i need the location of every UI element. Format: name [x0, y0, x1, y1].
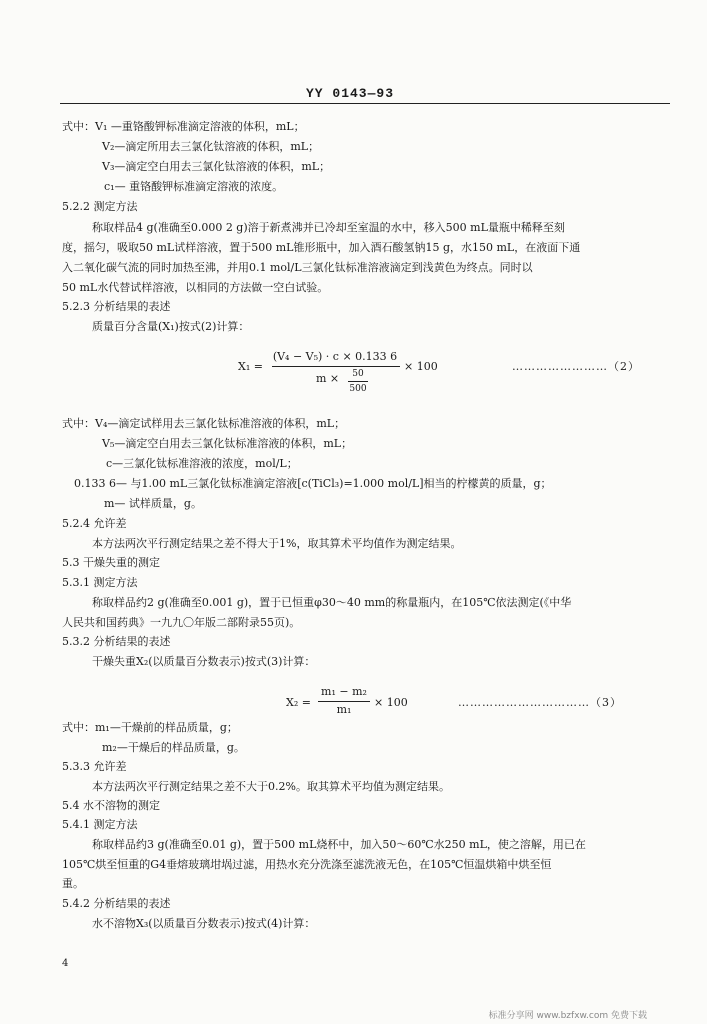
eq2-denominator-prefix: m ×: [316, 372, 340, 385]
section-5-3-3: 5.3.3 允许差: [62, 760, 127, 773]
section-5-4-2: 5.4.2 分析结果的表述: [62, 897, 171, 910]
watermark-footer: 标准分享网 www.bzfxw.com 免费下载: [488, 1011, 647, 1021]
eq3-fraction-bar: [318, 701, 370, 702]
legend-v3: V₃—滴定空白用去三氯化钛溶液的体积，mL；: [102, 160, 331, 173]
paragraph-allowance-1: 本方法两次平行测定结果之差不得大于1%，取其算术平均值作为测定结果。: [92, 537, 462, 550]
eq2-numerator: (V₄ − V₅) · c × 0.133 6: [272, 350, 398, 363]
section-5-4: 5.4 水不溶物的测定: [62, 799, 160, 812]
paragraph-insoluble-1: 称取样品约3 g(准确至0.01 g)，置于500 mL烧杯中，加入50～60℃水250 mL，使之溶解，用已在: [92, 838, 586, 851]
paragraph-insoluble-2: 105℃烘至恒重的G4垂熔玻璃坩埚过滤，用热水充分洗涤至滤洗液无色，在105℃恒温烘箱中烘至恒: [62, 858, 552, 871]
paragraph-allowance-2: 本方法两次平行测定结果之差不大于0.2%。取其算术平均值为测定结果。: [92, 780, 450, 793]
eq2-lhs: X₁ =: [238, 360, 263, 373]
section-5-2-2: 5.2.2 测定方法: [62, 200, 138, 213]
paragraph-formula-3-intro: 干燥失重X₂(以质量百分数表示)按式(3)计算：: [92, 655, 316, 668]
legend-c: c—三氯化钛标准溶液的浓度，mol/L；: [106, 457, 298, 470]
legend-v1: 式中：V₁ —重铬酸钾标准滴定溶液的体积，mL；: [62, 120, 305, 133]
eq3-denominator: m₁: [336, 703, 352, 716]
eq3-numerator: m₁ − m₂: [321, 685, 367, 698]
paragraph-method-2: 度，摇匀，吸取50 mL试样溶液，置于500 mL锥形瓶中，加入酒石酸氢钠15 g，水150 mL，在液面下通: [62, 241, 581, 254]
eq2-tail: × 100: [404, 360, 438, 373]
eq3-lhs: X₂ =: [286, 696, 311, 709]
document-header: YY 0143—93: [306, 86, 395, 101]
section-5-3-2: 5.3.2 分析结果的表述: [62, 635, 171, 648]
eq3-tail: × 100: [374, 696, 408, 709]
paragraph-insoluble-3: 重。: [62, 877, 84, 890]
eq2-den-fraction-den: 500: [349, 384, 367, 394]
header-rule: [60, 103, 670, 104]
paragraph-method-4: 50 mL水代替试样溶液，以相同的方法做一空白试验。: [62, 281, 329, 294]
paragraph-method-1: 称取样品4 g(准确至0.000 2 g)溶于新煮沸并已冷却至室温的水中，移入500 mL量瓶中稀释至刻: [92, 221, 565, 234]
paragraph-method-3: 入二氧化碳气流的同时加热至沸，并用0.1 mol/L三氯化钛标准溶液滴定到浅黄色为终点。同时以: [62, 261, 533, 274]
legend-m: m— 试样质量，g。: [104, 497, 202, 510]
page-number: 4: [62, 958, 69, 969]
section-5-4-1: 5.4.1 测定方法: [62, 818, 138, 831]
paragraph-formula-4-intro: 水不溶物X₃(以质量百分数表示)按式(4)计算：: [92, 917, 316, 930]
eq2-fraction-bar: [272, 366, 400, 367]
paragraph-formula-2-intro: 质量百分含量(X₁)按式(2)计算：: [92, 320, 250, 333]
eq2-den-fraction-num: 50: [352, 369, 364, 379]
legend-m1: 式中：m₁—干燥前的样品质量，g；: [62, 721, 238, 734]
paragraph-drying-1: 称取样品约2 g(准确至0.001 g)，置于已恒重φ30～40 mm的称量瓶内，在105℃依法测定(《中华: [92, 596, 572, 609]
section-5-3: 5.3 干燥失重的测定: [62, 556, 160, 569]
section-5-3-1: 5.3.1 测定方法: [62, 576, 138, 589]
section-5-2-4: 5.2.4 允许差: [62, 517, 127, 530]
eq2-den-fraction-bar: [348, 381, 368, 382]
paragraph-drying-2: 人民共和国药典》一九九〇年版二部附录55页)。: [62, 616, 301, 629]
legend-c1: c₁— 重铬酸钾标准滴定溶液的浓度。: [104, 180, 284, 193]
section-5-2-3: 5.2.3 分析结果的表述: [62, 300, 171, 313]
eq2-label: ……………………（2）: [512, 360, 640, 373]
legend-v2: V₂—滴定所用去三氯化钛溶液的体积，mL；: [102, 140, 320, 153]
legend-m2: m₂—干燥后的样品质量，g。: [102, 741, 245, 754]
legend-v5: V₅—滴定空白用去三氯化钛标准溶液的体积，mL；: [102, 437, 353, 450]
legend-v4: 式中：V₄—滴定试样用去三氯化钛标准溶液的体积，mL；: [62, 417, 346, 430]
legend-constant: 0.133 6— 与1.00 mL三氯化钛标准滴定溶液[c(TiCl₃)=1.000 mol/L]相当的柠檬黄的质量，g；: [74, 477, 552, 490]
eq3-label: ……………………………（3）: [458, 696, 622, 709]
